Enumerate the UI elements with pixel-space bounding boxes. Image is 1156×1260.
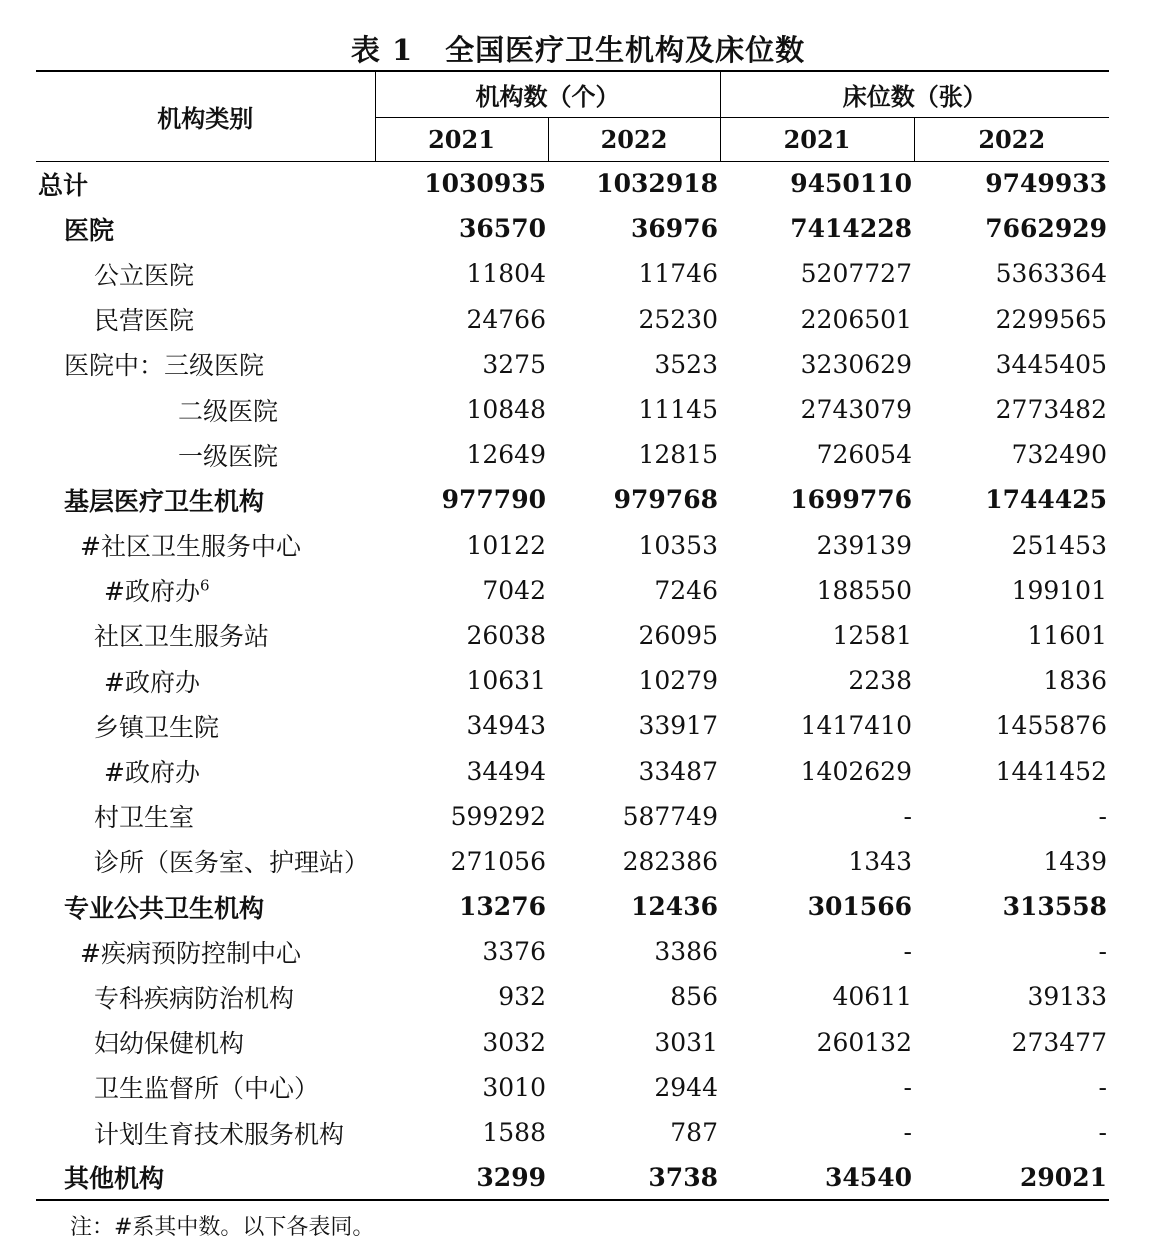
- row-label: 计划生育技术服务机构: [94, 1119, 345, 1149]
- table-number: 表 1: [350, 33, 414, 67]
- cell: 36570: [459, 214, 546, 244]
- table-row: [36, 342, 1109, 387]
- cell: 29021: [914, 1155, 1109, 1200]
- table-row: [36, 794, 1109, 839]
- cell: -: [903, 1118, 912, 1148]
- row-label: 乡镇卫生院: [94, 712, 220, 742]
- cell: 34540: [720, 1155, 914, 1200]
- table-row: [36, 206, 1109, 251]
- cell: 1032918: [596, 169, 718, 199]
- row-label: 公立医院: [94, 260, 195, 290]
- cell: 856: [670, 982, 718, 1012]
- cell: 10848: [466, 395, 546, 425]
- table-row: [36, 523, 1109, 568]
- cell: 3445405: [995, 349, 1107, 379]
- cell: 26038: [466, 620, 546, 650]
- cell: 10279: [638, 666, 718, 696]
- cell: -: [1098, 937, 1107, 967]
- row-label: 医院: [64, 215, 115, 245]
- cell: -: [1098, 801, 1107, 831]
- cell: 7414228: [790, 214, 912, 244]
- cell: 599292: [450, 801, 546, 831]
- cell: 34943: [466, 711, 546, 741]
- cell: 1455876: [995, 711, 1107, 741]
- cell: 10122: [466, 530, 546, 560]
- row-label: 基层医疗卫生机构: [64, 486, 265, 516]
- cell: 7042: [482, 575, 546, 605]
- cell: 1588: [482, 1118, 546, 1148]
- table-title: [0, 28, 1156, 69]
- cell: 33487: [638, 756, 718, 786]
- cell: 932: [498, 982, 546, 1012]
- cell: 39133: [1027, 982, 1107, 1012]
- cell: 1836: [1043, 666, 1107, 696]
- cell: 1744425: [985, 485, 1107, 515]
- row-label-text: #政府办: [104, 577, 200, 607]
- cell: 2238: [848, 666, 912, 696]
- cell: 3523: [654, 349, 718, 379]
- cell: 3738: [548, 1155, 720, 1200]
- cell: -: [1098, 1072, 1107, 1102]
- cell: 1699776: [790, 485, 912, 515]
- cell: 977790: [441, 485, 546, 515]
- cell: 25230: [638, 304, 718, 334]
- cell: 12815: [638, 440, 718, 470]
- cell: 7246: [654, 575, 718, 605]
- row-label: 总计: [38, 170, 89, 200]
- cell: 260132: [816, 1027, 912, 1057]
- cell: 3386: [654, 937, 718, 967]
- hospital-table: [36, 70, 1109, 1201]
- header-category: 机构类别: [36, 71, 375, 161]
- cell: 10353: [638, 530, 718, 560]
- cell: 9450110: [790, 169, 912, 199]
- table-row: [36, 568, 1109, 613]
- table-title-text: 全国医疗卫生机构及床位数: [445, 33, 806, 67]
- cell: 10631: [466, 666, 546, 696]
- cell: 787: [670, 1118, 718, 1148]
- cell: 12581: [832, 620, 912, 650]
- cell: 199101: [1011, 575, 1107, 605]
- cell: 2206501: [800, 304, 912, 334]
- table-row: [36, 929, 1109, 974]
- cell: 2773482: [995, 395, 1107, 425]
- cell: 282386: [622, 846, 718, 876]
- cell: 11601: [1027, 620, 1107, 650]
- cell: 726054: [816, 440, 912, 470]
- table-row: [36, 658, 1109, 703]
- row-label: 医院中：三级医院: [64, 351, 265, 381]
- cell: 239139: [816, 530, 912, 560]
- header-year: 2021: [375, 117, 548, 161]
- row-label: #社区卫生服务中心: [80, 532, 301, 562]
- header-year: 2022: [548, 117, 720, 161]
- table-row: [36, 884, 1109, 929]
- cell: 5207727: [800, 259, 912, 289]
- cell: -: [903, 1072, 912, 1102]
- header-year: 2021: [720, 117, 914, 161]
- cell: 2743079: [800, 395, 912, 425]
- cell: 1441452: [995, 756, 1107, 786]
- table-row: [36, 703, 1109, 748]
- cell: 11804: [466, 259, 546, 289]
- cell: 1030935: [424, 169, 546, 199]
- table-row: [36, 1065, 1109, 1110]
- row-label: 诊所（医务室、护理站）: [94, 848, 370, 878]
- table-row: [36, 1020, 1109, 1065]
- cell: 1417410: [800, 711, 912, 741]
- table-row: [36, 1110, 1109, 1155]
- cell: 40611: [832, 982, 912, 1012]
- footnote-marker: 6: [199, 576, 210, 595]
- table-row: [36, 974, 1109, 1019]
- row-label: #疾病预防控制中心: [80, 938, 301, 968]
- cell: 12649: [466, 440, 546, 470]
- table-row: [36, 613, 1109, 658]
- header-year: 2022: [914, 117, 1109, 161]
- cell: 301566: [807, 892, 912, 922]
- cell: 7662929: [985, 214, 1107, 244]
- row-label: #政府办: [104, 758, 200, 788]
- cell: 1343: [848, 846, 912, 876]
- cell: 34494: [466, 756, 546, 786]
- row-label: 一级医院: [178, 441, 279, 471]
- cell: -: [903, 937, 912, 967]
- row-label: 其他机构: [36, 1155, 375, 1200]
- cell: 271056: [450, 846, 546, 876]
- cell: 273477: [1011, 1027, 1107, 1057]
- cell: 26095: [638, 620, 718, 650]
- cell: 12436: [631, 892, 718, 922]
- row-label: 二级医院: [178, 396, 279, 426]
- table-row: [36, 387, 1109, 432]
- cell: 3010: [482, 1072, 546, 1102]
- table-row: [36, 477, 1109, 522]
- cell: 11746: [638, 259, 718, 289]
- cell: 36976: [631, 214, 718, 244]
- table-row: [36, 161, 1109, 206]
- table-row: [36, 251, 1109, 296]
- header-beds: 床位数（张）: [720, 71, 1109, 117]
- row-label: 民营医院: [94, 306, 195, 336]
- row-label: 社区卫生服务站: [94, 622, 270, 652]
- row-label: 卫生监督所（中心）: [94, 1074, 320, 1104]
- cell: 33917: [638, 711, 718, 741]
- cell: 979768: [613, 485, 718, 515]
- cell: 3230629: [800, 349, 912, 379]
- table-row: [36, 839, 1109, 884]
- cell: 24766: [466, 304, 546, 334]
- table-note: 注：#系其中数。以下各表同。: [70, 1215, 375, 1240]
- cell: 188550: [816, 575, 912, 605]
- table-row: [36, 297, 1109, 342]
- row-label: 村卫生室: [94, 803, 195, 833]
- cell: 3031: [654, 1027, 718, 1057]
- cell: 5363364: [995, 259, 1107, 289]
- cell: 732490: [1011, 440, 1107, 470]
- row-label: 专业公共卫生机构: [64, 893, 265, 923]
- cell: 13276: [459, 892, 546, 922]
- row-label: 妇幼保健机构: [94, 1029, 245, 1059]
- table-row: [36, 748, 1109, 793]
- cell: 251453: [1011, 530, 1107, 560]
- cell: 2944: [654, 1072, 718, 1102]
- cell: 3032: [482, 1027, 546, 1057]
- cell: 1439: [1043, 846, 1107, 876]
- table-row: [36, 432, 1109, 477]
- header-institutions: 机构数（个）: [375, 71, 720, 117]
- cell: 3376: [482, 937, 546, 967]
- cell: 1402629: [800, 756, 912, 786]
- row-label: #政府办: [104, 667, 200, 697]
- table-row: [36, 1155, 1109, 1200]
- cell: 9749933: [985, 169, 1107, 199]
- cell: 3275: [482, 349, 546, 379]
- cell: 11145: [638, 395, 718, 425]
- cell: -: [1098, 1118, 1107, 1148]
- cell: 313558: [1002, 892, 1107, 922]
- cell: 3299: [375, 1155, 548, 1200]
- cell: 587749: [622, 801, 718, 831]
- cell: -: [903, 801, 912, 831]
- row-label: 专科疾病防治机构: [94, 983, 295, 1013]
- row-label: [36, 568, 375, 613]
- cell: 2299565: [995, 304, 1107, 334]
